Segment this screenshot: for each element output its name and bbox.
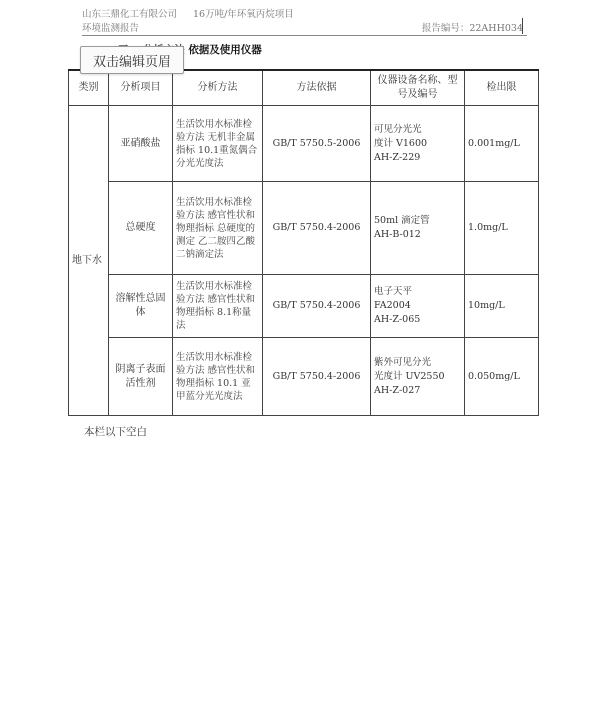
category-cell: 地下水 [69,106,109,416]
method-cell: 生活饮用水标准检验方法 感官性状和物理指标 总硬度的测定 乙二胺四乙酸二钠滴定法 [173,182,263,275]
basis-cell: GB/T 5750.5-2006 [263,106,371,182]
instrument-line: 可见分光光 [374,123,422,135]
blank-below-note: 本栏以下空白 [84,426,147,438]
item-cell: 溶解性总固体 [109,275,173,338]
item-cell: 总硬度 [109,182,173,275]
instrument-cell [371,275,465,338]
instrument-line: 紫外可见分光 [374,356,432,368]
instrument-line: 电子天平 [374,286,413,297]
method-cell: 生活饮用水标准检验方法 感官性状和物理指标 10.1 亚甲蓝分光光度法 [173,338,263,416]
header-doc-type: 环境监测报告 [82,23,140,34]
header-category: 类别 [69,70,109,106]
instrument-line: AH-Z-027 [374,384,421,396]
basis-cell: GB/T 5750.4-2006 [263,182,371,275]
header-limit: 检出限 [465,70,539,106]
instrument-line: FA2004 [374,300,411,311]
instrument-line: AH-B-012 [374,229,421,240]
table-row [69,106,539,182]
instrument-line: AH-Z-065 [374,314,421,325]
method-cell: 生活饮用水标准检验方法 无机非金属指标 10.1重氮偶合分光光度法 [173,106,263,182]
table-row [69,275,539,338]
edit-header-button[interactable]: 双击编辑页眉 [80,46,184,74]
method-cell: 生活饮用水标准检验方法 感官性状和物理指标 8.1称量法 [173,275,263,338]
header-project: 16万吨/年环氧丙烷项目 [193,9,294,20]
table-row [69,338,539,416]
table-row [69,182,539,275]
limit-cell: 1.0mg/L [465,182,539,275]
instrument-line: 50ml 滴定管 [374,215,430,226]
instrument-cell [371,106,465,182]
instrument-line: 度计 V1600 [374,137,428,149]
header-line-1 [82,6,294,20]
limit-cell: 0.001mg/L [465,106,539,182]
header-method: 分析方法 [173,70,263,106]
basis-cell: GB/T 5750.4-2006 [263,338,371,416]
instrument-line: AH-Z-229 [374,151,421,163]
header-item: 分析项目 [109,70,173,106]
header-rule [82,35,527,36]
header-company: 山东三鼎化工有限公司 [82,9,178,20]
basis-cell: GB/T 5750.4-2006 [263,275,371,338]
instrument-cell [371,338,465,416]
instrument-cell [371,182,465,275]
header-report-number: 报告编号：22AHH034 [421,23,523,34]
item-cell: 阴离子表面活性剂 [109,338,173,416]
section-title-main: 依据及使用仪器 [188,44,262,56]
analysis-methods-table [68,69,539,416]
header-basis: 方法依据 [263,70,371,106]
table-header-row [69,70,539,106]
limit-cell: 10mg/L [465,275,539,338]
text-cursor [522,18,523,34]
limit-cell: 0.050mg/L [465,338,539,416]
instrument-line: 光度计 UV2550 [374,370,445,382]
item-cell: 亚硝酸盐 [109,106,173,182]
header-instrument: 仪器设备名称、型号及编号 [371,70,465,106]
